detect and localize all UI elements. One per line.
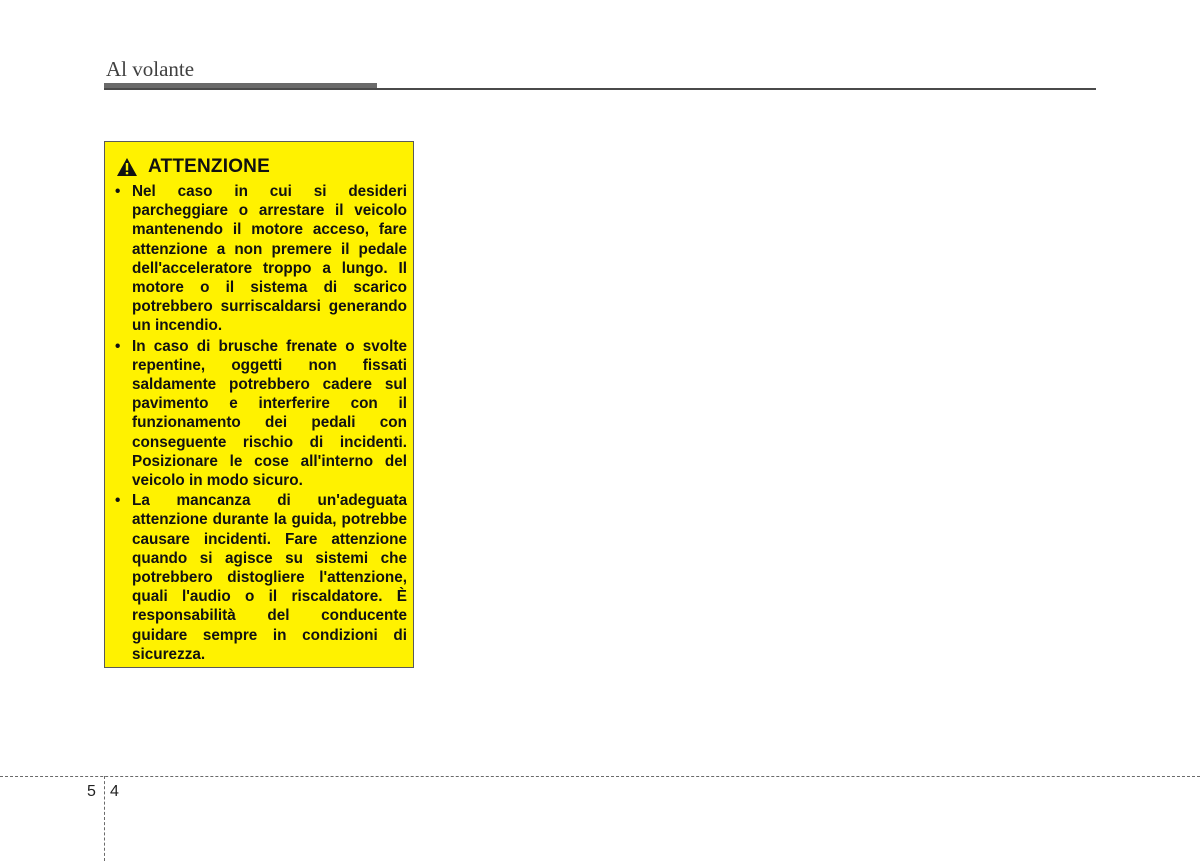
- warning-item-text: Nel caso in cui si desideri parcheggiare o arrestare il veicolo mantenendo il motore acceso, fare attenzione a non premere il pedale dell'acceleratore troppo a lungo. Il motore o il sistema di scarico potrebbero surriscaldarsi generando un incendio.: [132, 183, 407, 335]
- warning-item: [114, 182, 407, 336]
- bullet: •: [115, 183, 121, 200]
- warning-list: [114, 182, 407, 665]
- warning-item: [114, 337, 407, 491]
- warning-item-text: In caso di brusche frenate o svolte repentine, oggetti non fissati saldamente potrebbero cadere sul pavimento e interferire con il funzionamento dei pedali con conseguente rischio di incidenti. Posizionare le cose all'interno del veicolo in modo sicuro.: [132, 337, 407, 490]
- page-section-title: Al volante: [106, 57, 195, 81]
- warning-triangle-icon: [116, 157, 138, 177]
- footer-rule: [0, 776, 1200, 777]
- chapter-number: 5: [87, 783, 96, 800]
- warning-item: [114, 491, 407, 664]
- footer-divider: [104, 776, 105, 861]
- page-number: 4: [110, 783, 119, 800]
- warning-heading: [116, 156, 270, 178]
- warning-title: ATTENZIONE: [148, 156, 270, 177]
- warning-item-text: La mancanza di un'adeguata attenzione durante la guida, potrebbe causare incidenti. Fare attenzione quando si agisce su sistemi che potrebbero distogliere l'attenzione, quali l'audio o il riscaldatore. È responsabilità del conducente guidare sempre in condizioni di sicurezza.: [132, 492, 407, 663]
- header-rule: [104, 88, 1096, 90]
- bullet: •: [115, 492, 121, 510]
- warning-box: [104, 141, 414, 668]
- bullet: •: [115, 337, 121, 355]
